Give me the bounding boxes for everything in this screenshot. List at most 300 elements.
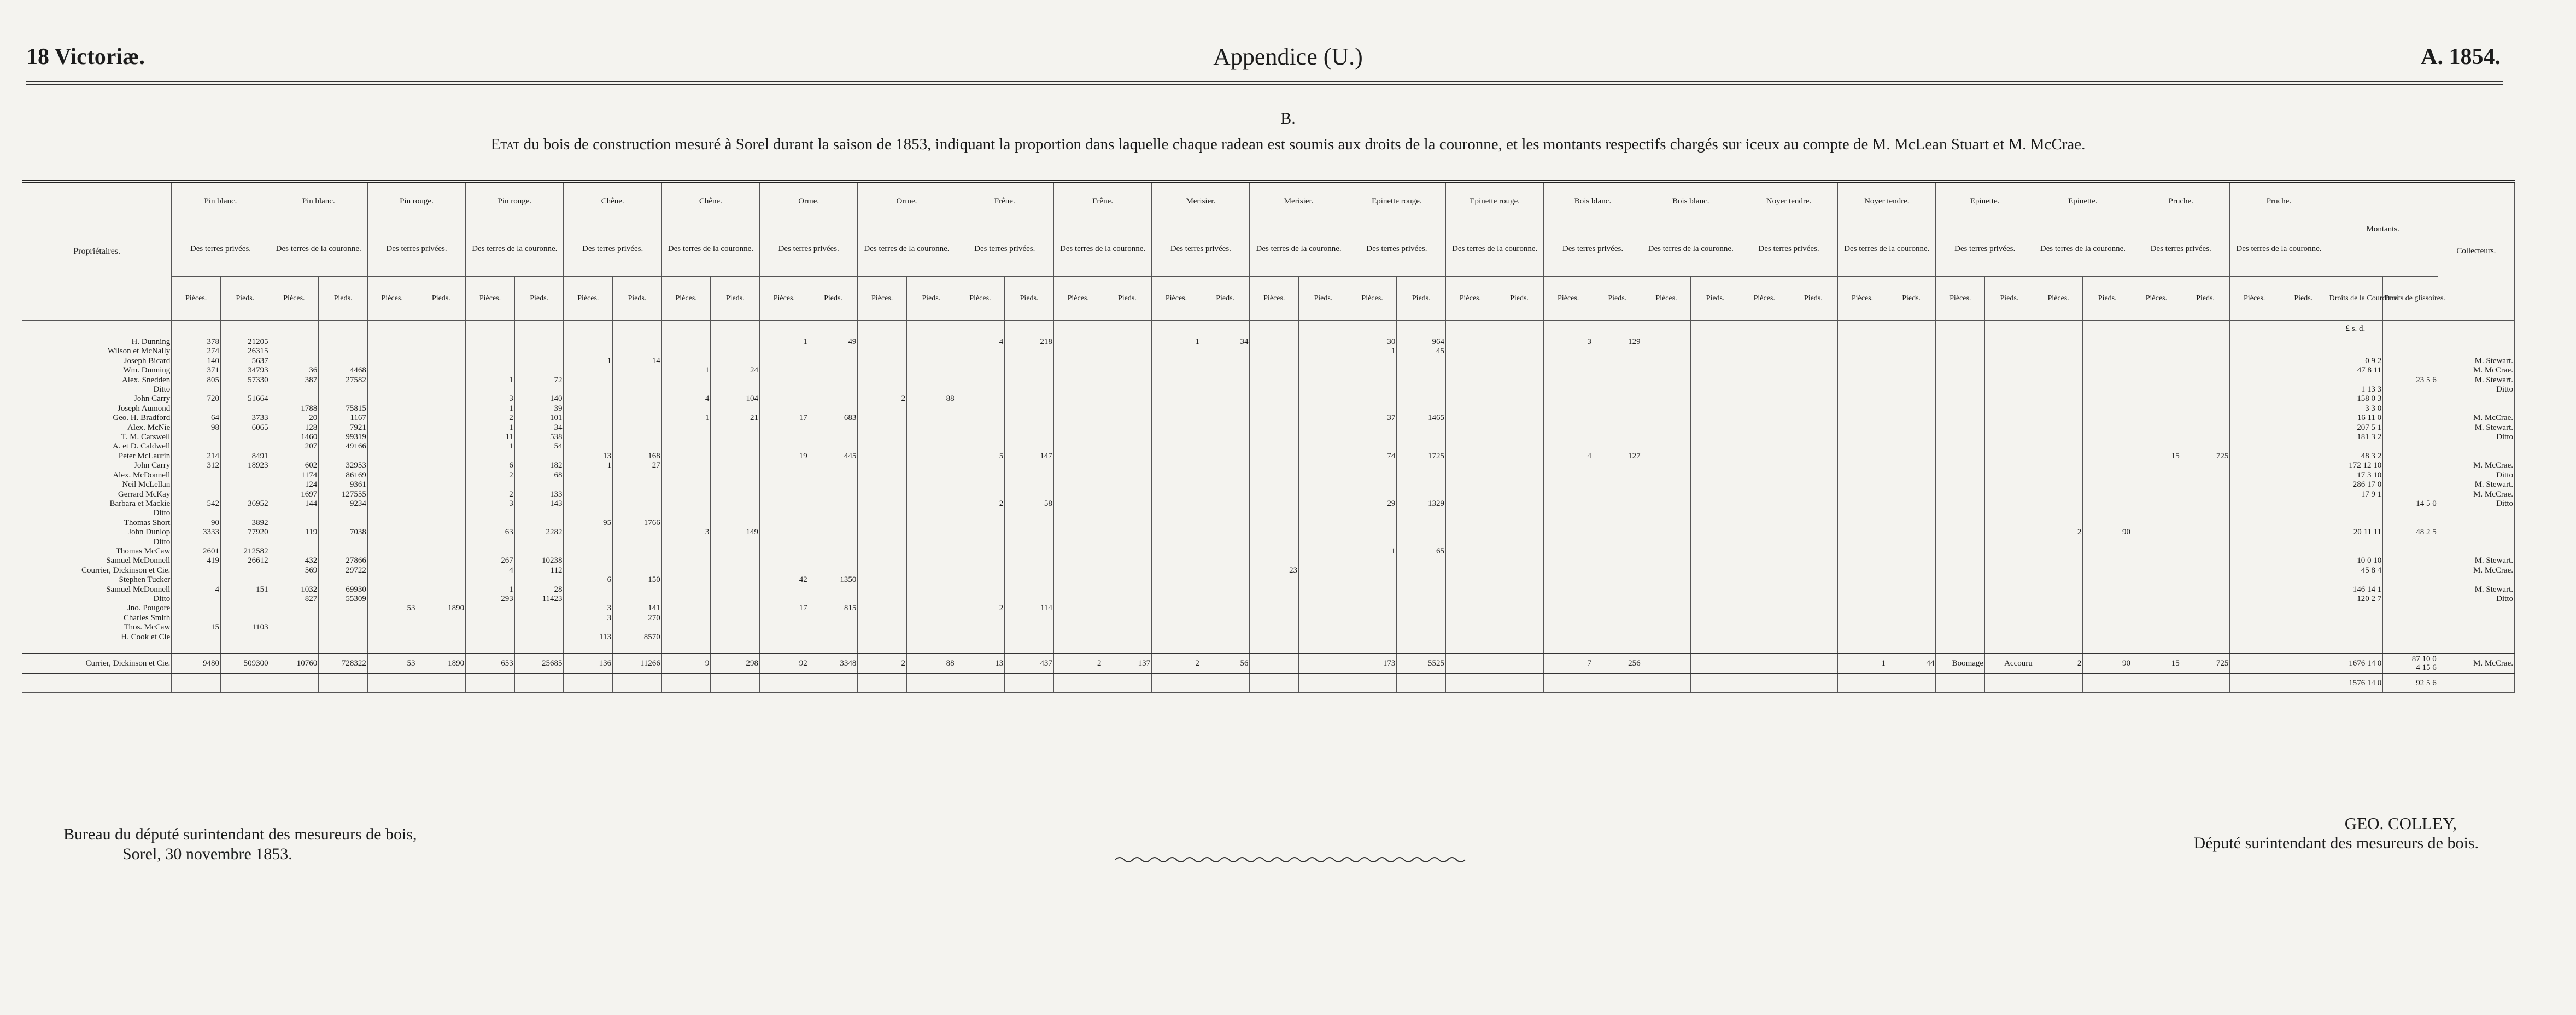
- pieds-cell: [220, 442, 270, 451]
- table-row: [22, 366, 2515, 375]
- pieces-cell: [2132, 461, 2181, 470]
- collector-name: [2438, 347, 2514, 356]
- pieds-cell: [1495, 509, 1544, 518]
- pieds-cell: [514, 538, 564, 547]
- pieds-cell: [906, 366, 956, 375]
- pieds-cell: [1495, 623, 1544, 632]
- total-pieces: 173: [1348, 654, 1397, 673]
- pieces-cell: [858, 442, 907, 451]
- pieds-cell: [1201, 357, 1250, 366]
- droits-couronne-header: Droits de la Couronne.: [2328, 277, 2383, 321]
- pieds-cell: [1103, 413, 1152, 423]
- pieds-cell: [417, 404, 466, 413]
- glissoires-amount: [2383, 490, 2438, 499]
- table-row: [22, 347, 2515, 356]
- pieces-header: Pièces.: [2034, 277, 2083, 321]
- pieds-cell: [906, 423, 956, 433]
- pieces-cell: [2034, 556, 2083, 565]
- pieces-cell: [858, 423, 907, 433]
- spacer-cell: [1250, 673, 1299, 693]
- pieds-cell: [1397, 394, 1446, 404]
- pieces-cell: [2230, 547, 2279, 556]
- owner-name: Geo. H. Bradford: [22, 413, 172, 423]
- pieces-cell: [564, 556, 613, 565]
- pieces-cell: [367, 385, 417, 394]
- pieces-cell: [564, 385, 613, 394]
- pieds-cell: [1691, 461, 1740, 470]
- pieces-cell: 1: [1348, 347, 1397, 356]
- pieds-cell: [417, 433, 466, 442]
- pieds-cell: 182: [514, 461, 564, 470]
- pieces-cell: 1: [564, 461, 613, 470]
- spacer-cell: [1299, 321, 1348, 338]
- pieds-cell: [906, 633, 956, 642]
- pieces-cell: [564, 423, 613, 433]
- pieds-cell: [2279, 471, 2328, 480]
- pieces-cell: [1740, 623, 1789, 632]
- pieces-cell: [661, 614, 711, 623]
- pieds-cell: [809, 585, 858, 594]
- collector-name: [2438, 538, 2514, 547]
- wood-type-header: Epinette rouge.: [1348, 182, 1445, 221]
- total-pieces: 2: [1152, 654, 1201, 673]
- couronne-amount: [2328, 604, 2383, 613]
- pieces-cell: 53: [367, 604, 417, 613]
- pieces-cell: 267: [466, 556, 515, 565]
- pieds-cell: [809, 623, 858, 632]
- spacer-cell: [858, 642, 907, 654]
- caption-lead: Etat: [490, 136, 520, 153]
- pieds-cell: [1985, 538, 2034, 547]
- pieds-cell: [1005, 413, 1054, 423]
- pieds-cell: 49: [809, 337, 858, 347]
- pieds-cell: [417, 575, 466, 585]
- pieces-cell: [760, 633, 809, 642]
- pieds-cell: [906, 376, 956, 385]
- collector-name: M. Stewart.: [2438, 376, 2514, 385]
- collector-name: M. McCrae.: [2438, 461, 2514, 470]
- pieces-cell: [1838, 518, 1887, 528]
- pieces-cell: 3: [1544, 337, 1593, 347]
- pieds-cell: [1789, 547, 1838, 556]
- pieds-cell: 1329: [1397, 499, 1446, 509]
- pieds-cell: [2279, 452, 2328, 461]
- pieces-cell: [367, 452, 417, 461]
- pieces-cell: 128: [270, 423, 319, 433]
- pieds-cell: [1495, 528, 1544, 537]
- pieces-cell: [1152, 556, 1201, 565]
- pieds-cell: [1397, 556, 1446, 565]
- pieces-cell: 6: [564, 575, 613, 585]
- land-source-header: Des terres de la couronne.: [858, 221, 956, 277]
- glissoires-amount: [2383, 556, 2438, 565]
- wood-type-header: Merisier.: [1152, 182, 1250, 221]
- pieds-cell: [2181, 575, 2230, 585]
- collector-name: [2438, 518, 2514, 528]
- pieds-cell: [1495, 566, 1544, 575]
- pieds-cell: [1985, 528, 2034, 537]
- pieces-cell: [2230, 452, 2279, 461]
- pieces-cell: 827: [270, 594, 319, 604]
- pieces-cell: [2034, 633, 2083, 642]
- owner-name: Gerrard McKay: [22, 490, 172, 499]
- pieds-cell: 88: [906, 394, 956, 404]
- pieces-cell: [564, 376, 613, 385]
- pieces-cell: [1348, 518, 1397, 528]
- pieces-cell: [2132, 509, 2181, 518]
- pieds-cell: [220, 614, 270, 623]
- pieces-cell: [1936, 404, 1985, 413]
- pieces-cell: [1740, 385, 1789, 394]
- couronne-amount: [2328, 347, 2383, 356]
- pieces-cell: [661, 423, 711, 433]
- pieces-cell: [2132, 376, 2181, 385]
- table-row: [22, 385, 2515, 394]
- pieds-cell: [1593, 376, 1642, 385]
- pieds-cell: 28: [514, 585, 564, 594]
- pieces-cell: [1250, 538, 1299, 547]
- spacer-cell: [1887, 673, 1936, 693]
- owner-name: Samuel McDonnell: [22, 556, 172, 565]
- pieces-cell: [1152, 413, 1201, 423]
- pieces-cell: [1152, 547, 1201, 556]
- pieds-cell: [1495, 594, 1544, 604]
- pieces-cell: [564, 509, 613, 518]
- pieces-cell: [1053, 518, 1103, 528]
- pieces-cell: [2230, 366, 2279, 375]
- pieces-cell: [760, 594, 809, 604]
- pieces-cell: [1740, 404, 1789, 413]
- spacer-cell: [661, 642, 711, 654]
- pieds-cell: [1201, 518, 1250, 528]
- pieces-cell: [1152, 442, 1201, 451]
- spacer-cell: [613, 321, 662, 338]
- pieces-cell: [466, 518, 515, 528]
- pieces-cell: [2132, 633, 2181, 642]
- pieces-cell: [1838, 633, 1887, 642]
- owner-name: T. M. Carswell: [22, 433, 172, 442]
- pieds-cell: [613, 413, 662, 423]
- pieds-cell: 150: [613, 575, 662, 585]
- pieces-cell: [2230, 575, 2279, 585]
- pieds-cell: [417, 633, 466, 642]
- pieces-cell: [2034, 357, 2083, 366]
- pieds-cell: [2279, 547, 2328, 556]
- glissoires-amount: [2383, 385, 2438, 394]
- pieds-cell: 218: [1005, 337, 1054, 347]
- pieds-cell: [2279, 442, 2328, 451]
- pieds-cell: [2083, 366, 2132, 375]
- pieds-cell: [711, 547, 760, 556]
- pieds-cell: 90: [2083, 528, 2132, 537]
- droits-glissoires-header: Droits de glissoires.: [2383, 277, 2438, 321]
- total-pieds: Accouru: [1985, 654, 2034, 673]
- pieds-cell: [809, 404, 858, 413]
- pieces-cell: [564, 413, 613, 423]
- couronne-amount: [2328, 518, 2383, 528]
- pieds-cell: [711, 575, 760, 585]
- pieces-cell: [858, 594, 907, 604]
- pieces-cell: [1740, 614, 1789, 623]
- spacer-cell: [1789, 642, 1838, 654]
- pieces-cell: 19: [760, 452, 809, 461]
- collector-name: [2438, 547, 2514, 556]
- pieces-cell: [2230, 594, 2279, 604]
- collector-name: [2438, 604, 2514, 613]
- pieces-cell: [1740, 357, 1789, 366]
- pieds-cell: [1201, 585, 1250, 594]
- pieces-cell: [1152, 490, 1201, 499]
- pieds-cell: 104: [711, 394, 760, 404]
- pieces-cell: [2132, 471, 2181, 480]
- pieces-cell: [1642, 357, 1691, 366]
- pieds-cell: [1691, 604, 1740, 613]
- pieds-cell: [2279, 556, 2328, 565]
- pieds-cell: [809, 376, 858, 385]
- pieds-cell: [1691, 452, 1740, 461]
- pieces-cell: [858, 614, 907, 623]
- pieds-cell: [1691, 518, 1740, 528]
- pieces-cell: 805: [172, 376, 221, 385]
- pieces-cell: [1053, 509, 1103, 518]
- pieds-cell: [809, 471, 858, 480]
- pieces-cell: [1544, 376, 1593, 385]
- pieces-cell: [1544, 575, 1593, 585]
- pieces-cell: [2034, 452, 2083, 461]
- pieces-cell: [2132, 404, 2181, 413]
- pieces-cell: [1544, 413, 1593, 423]
- pieces-cell: 17: [760, 413, 809, 423]
- collector-name: [2438, 623, 2514, 632]
- spacer-cell: [1691, 642, 1740, 654]
- pieds-cell: [2083, 604, 2132, 613]
- pieds-cell: [1593, 566, 1642, 575]
- pieds-cell: [1397, 376, 1446, 385]
- pieces-cell: 5: [956, 452, 1005, 461]
- pieces-cell: [1152, 385, 1201, 394]
- pieces-cell: [2230, 623, 2279, 632]
- pieds-cell: [1887, 471, 1936, 480]
- pieces-cell: [1250, 413, 1299, 423]
- glissoires-amount: [2383, 433, 2438, 442]
- pieces-cell: [2034, 404, 2083, 413]
- pieces-cell: [2132, 357, 2181, 366]
- pieds-header: Pieds.: [319, 277, 368, 321]
- pieds-cell: [1005, 594, 1054, 604]
- spacer-cell: [1642, 673, 1691, 693]
- spacer-cell: [1053, 673, 1103, 693]
- pieds-cell: 212582: [220, 547, 270, 556]
- pieces-cell: [661, 518, 711, 528]
- pieds-cell: [1593, 499, 1642, 509]
- pieds-cell: [1299, 423, 1348, 433]
- pieces-cell: [760, 499, 809, 509]
- pieds-cell: [319, 604, 368, 613]
- pieds-cell: [417, 547, 466, 556]
- pieds-cell: [1201, 490, 1250, 499]
- pieds-cell: [1397, 433, 1446, 442]
- total-pieces: 653: [466, 654, 515, 673]
- pieds-cell: 27: [613, 461, 662, 470]
- pieces-cell: [172, 575, 221, 585]
- pieds-cell: [906, 337, 956, 347]
- owner-name: Joseph Bicard: [22, 357, 172, 366]
- pieds-cell: [1005, 509, 1054, 518]
- owner-name: Alex. McDonnell: [22, 471, 172, 480]
- pieces-cell: 274: [172, 347, 221, 356]
- pieces-cell: [1348, 614, 1397, 623]
- pieces-cell: [661, 633, 711, 642]
- pieds-header: Pieds.: [1299, 277, 1348, 321]
- spacer-cell: [270, 642, 319, 654]
- collector-name: Ditto: [2438, 471, 2514, 480]
- pieces-cell: [1936, 538, 1985, 547]
- pieds-cell: [319, 633, 368, 642]
- pieds-cell: [2279, 366, 2328, 375]
- pieces-cell: [270, 347, 319, 356]
- pieces-cell: [564, 499, 613, 509]
- pieces-cell: [1642, 337, 1691, 347]
- pieces-cell: [858, 337, 907, 347]
- pieds-cell: 55309: [319, 594, 368, 604]
- pieces-cell: [1642, 376, 1691, 385]
- pieces-cell: [1740, 423, 1789, 433]
- pieces-cell: [1936, 471, 1985, 480]
- pieces-cell: [1446, 509, 1495, 518]
- total-pieces: 9: [661, 654, 711, 673]
- pieces-cell: [2230, 357, 2279, 366]
- pieces-cell: 98: [172, 423, 221, 433]
- pieces-cell: [661, 575, 711, 585]
- pieces-cell: [1936, 337, 1985, 347]
- pieds-cell: [613, 404, 662, 413]
- pieds-cell: [613, 423, 662, 433]
- pieds-cell: [1691, 337, 1740, 347]
- pieces-cell: [1152, 594, 1201, 604]
- pieds-cell: [2279, 499, 2328, 509]
- table-row: [22, 509, 2515, 518]
- spacer-cell: [2132, 673, 2181, 693]
- pieds-cell: [1103, 556, 1152, 565]
- wood-type-header: Pin blanc.: [270, 182, 367, 221]
- pieces-cell: [1152, 566, 1201, 575]
- pieces-cell: [1152, 461, 1201, 470]
- pieds-cell: [417, 423, 466, 433]
- pieces-cell: [1053, 376, 1103, 385]
- pieces-cell: 1: [466, 442, 515, 451]
- pieces-cell: [1642, 499, 1691, 509]
- pieds-cell: [2279, 480, 2328, 489]
- pieces-cell: [1838, 538, 1887, 547]
- pieces-cell: [1544, 366, 1593, 375]
- pieces-cell: [1544, 423, 1593, 433]
- spacer-cell: [220, 673, 270, 693]
- spacer-cell: [172, 321, 221, 338]
- spacer-cell: [906, 321, 956, 338]
- pieces-cell: [172, 509, 221, 518]
- pieces-cell: [1250, 547, 1299, 556]
- pieds-cell: [1299, 499, 1348, 509]
- pieces-cell: [1838, 357, 1887, 366]
- decorative-rule: [1115, 854, 1465, 865]
- total-pieds: 1890: [417, 654, 466, 673]
- pieces-cell: [858, 347, 907, 356]
- pieces-cell: [760, 366, 809, 375]
- spacer-cell: [2438, 642, 2514, 654]
- pieces-cell: [367, 518, 417, 528]
- pieces-header: Pièces.: [270, 277, 319, 321]
- pieds-cell: [1985, 633, 2034, 642]
- pieces-cell: [1544, 461, 1593, 470]
- pieds-cell: [906, 461, 956, 470]
- pieds-cell: [1201, 509, 1250, 518]
- pieces-cell: 29: [1348, 499, 1397, 509]
- pieds-header: Pieds.: [809, 277, 858, 321]
- land-source-header: Des terres privées.: [1936, 221, 2034, 277]
- pieces-cell: 15: [2132, 452, 2181, 461]
- pieds-cell: [1691, 413, 1740, 423]
- pieces-cell: [367, 394, 417, 404]
- pieds-cell: [417, 357, 466, 366]
- spacer-cell: [1103, 673, 1152, 693]
- pieces-cell: [1152, 585, 1201, 594]
- couronne-amount: [2328, 337, 2383, 347]
- pieds-cell: [1985, 461, 2034, 470]
- glissoires-line-1: 87 10 0: [2411, 655, 2437, 663]
- pieces-cell: [1740, 480, 1789, 489]
- pieds-cell: [2083, 376, 2132, 385]
- pieds-cell: [1103, 528, 1152, 537]
- pieds-cell: [1201, 614, 1250, 623]
- pieces-cell: [1740, 413, 1789, 423]
- pieds-cell: [1005, 471, 1054, 480]
- pieces-cell: 90: [172, 518, 221, 528]
- spacer-cell: [2279, 321, 2328, 338]
- pieces-cell: [1642, 518, 1691, 528]
- land-source-header: Des terres de la couronne.: [1250, 221, 1348, 277]
- pieces-cell: [1053, 423, 1103, 433]
- pieces-cell: [1642, 623, 1691, 632]
- pieces-cell: [367, 490, 417, 499]
- pieds-cell: [1495, 490, 1544, 499]
- total-pieds: 44: [1887, 654, 1936, 673]
- pieds-cell: [1201, 376, 1250, 385]
- pieds-cell: [1299, 366, 1348, 375]
- pieds-cell: [2083, 547, 2132, 556]
- pieds-cell: [2181, 538, 2230, 547]
- pieds-header: Pieds.: [514, 277, 564, 321]
- pieces-cell: [1544, 518, 1593, 528]
- pieds-cell: [1887, 614, 1936, 623]
- pieces-cell: [2230, 347, 2279, 356]
- pieces-cell: [1053, 604, 1103, 613]
- couronne-amount: 10 0 10: [2328, 556, 2383, 565]
- spacer-cell: [809, 321, 858, 338]
- pieds-cell: [1789, 518, 1838, 528]
- spacer-cell: [2181, 642, 2230, 654]
- pieces-cell: [367, 566, 417, 575]
- spacer-cell: [1495, 321, 1544, 338]
- pieds-cell: [1691, 442, 1740, 451]
- pieds-cell: [1887, 337, 1936, 347]
- pieds-cell: [1985, 547, 2034, 556]
- pieces-cell: [172, 490, 221, 499]
- pieds-cell: [2181, 442, 2230, 451]
- land-source-header: Des terres de la couronne.: [1642, 221, 1740, 277]
- total-pieces: 2: [858, 654, 907, 673]
- pieces-cell: [1250, 490, 1299, 499]
- pieds-cell: 3733: [220, 413, 270, 423]
